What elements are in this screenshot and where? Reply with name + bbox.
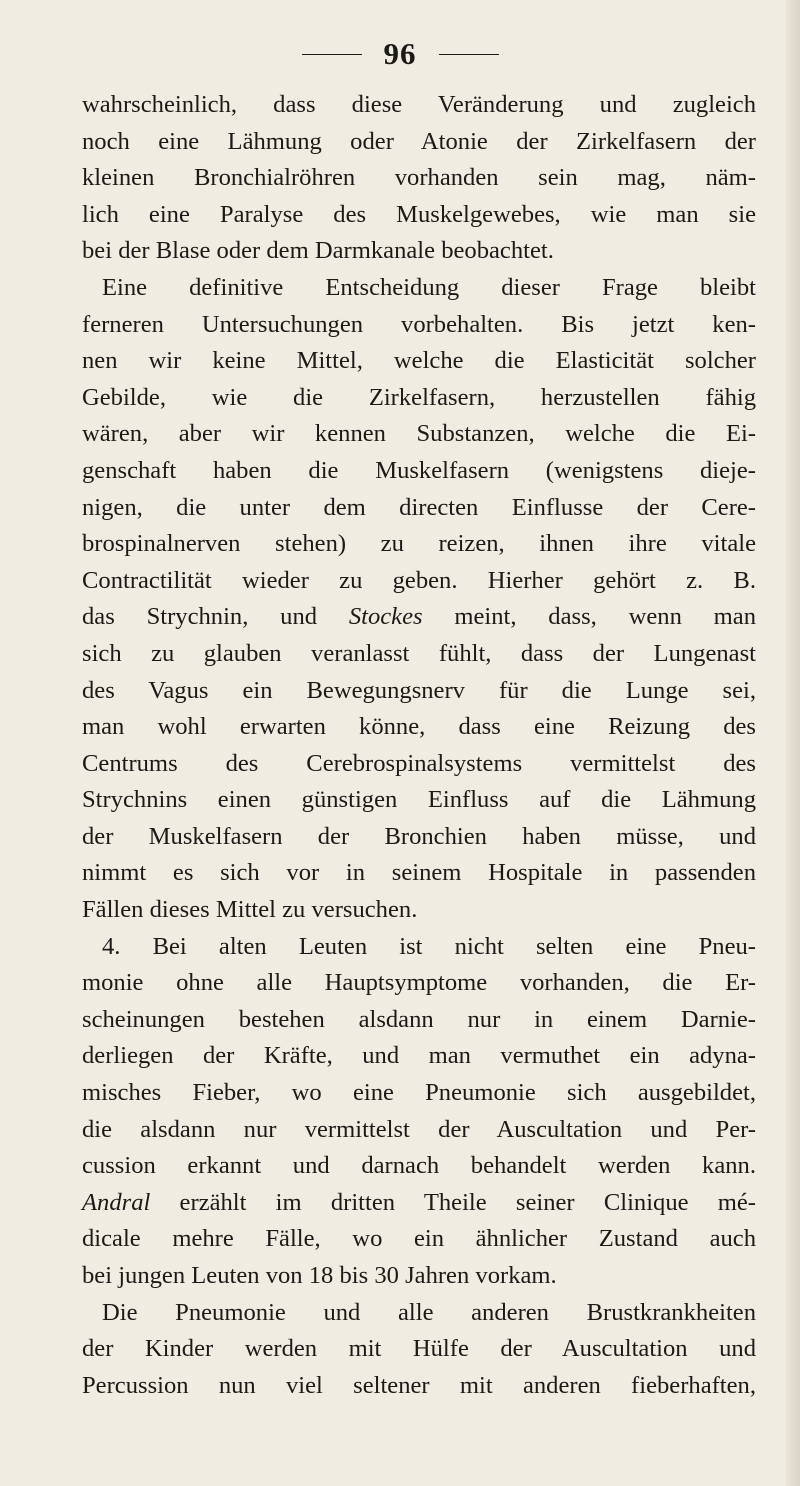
text-line: sich zu glauben veranlasst fühlt, dass der Lungenast [82, 639, 756, 667]
text-line: nimmt es sich vor in seinem Hospitale in passenden [82, 859, 756, 887]
text-line: Fällen dieses Mittel zu versuchen. [82, 896, 418, 924]
text-line: lich eine Paralyse des Muskelgewebes, wie man sie [82, 200, 756, 228]
text-line: des Vagus ein Bewegungsnerv für die Lunge sei, [82, 676, 756, 704]
text-run: meint, dass, wenn man [422, 603, 756, 631]
text-line: misches Fieber, wo eine Pneumonie sich ausgebildet, [82, 1079, 756, 1107]
header-rule-left [302, 54, 362, 55]
text-line: derliegen der Kräfte, und man vermuthet ein adyna- [82, 1042, 756, 1070]
body-text [82, 87, 756, 1404]
page-header [0, 34, 800, 74]
text-run: das Strychnin, und [82, 603, 349, 631]
text-line-with-italic [82, 599, 756, 636]
page-number: 96 [383, 36, 417, 71]
text-line: kleinen Bronchialröhren vorhanden sein mag, näm- [82, 164, 756, 192]
text-line: ferneren Untersuchungen vorbehalten. Bis jetzt ken- [82, 310, 756, 338]
text-line: der Kinder werden mit Hülfe der Auscultation und [82, 1335, 756, 1363]
header-rule-right [439, 54, 499, 55]
text-line: nigen, die unter dem directen Einflusse der Cere- [82, 493, 756, 521]
text-line: genschaft haben die Muskelfasern (wenigstens dieje- [82, 456, 756, 484]
text-line: Die Pneumonie und alle anderen Brustkrankheiten [102, 1298, 756, 1326]
text-line: monie ohne alle Hauptsymptome vorhanden, die Er- [82, 969, 756, 997]
text-line: cussion erkannt und darnach behandelt werden kann. [82, 1152, 756, 1180]
text-line: scheinungen bestehen alsdann nur in einem Darnie- [82, 1005, 756, 1033]
text-line: man wohl erwarten könne, dass eine Reizung des [82, 713, 756, 741]
text-line: Centrums des Cerebrospinalsystems vermittelst des [82, 749, 756, 777]
text-line: dicale mehre Fälle, wo ein ähnlicher Zustand auch [82, 1225, 756, 1253]
text-line: bei der Blase oder dem Darmkanale beobachtet. [82, 237, 554, 265]
text-line: nen wir keine Mittel, welche die Elasticität solcher [82, 347, 756, 375]
text-line: der Muskelfasern der Bronchien haben müsse, und [82, 822, 756, 850]
text-line: Contractilität wieder zu geben. Hierher gehört z. B. [82, 566, 756, 594]
text-line: Gebilde, wie die Zirkelfasern, herzustellen fähig [82, 383, 756, 411]
text-line: bei jungen Leuten von 18 bis 30 Jahren vorkam. [82, 1262, 557, 1289]
text-line: die alsdann nur vermittelst der Auscultation und Per- [82, 1115, 756, 1143]
text-line: wären, aber wir kennen Substanzen, welche die Ei- [82, 420, 756, 448]
cited-author-stockes: Stockes [348, 603, 423, 631]
text-line-with-italic [82, 1185, 756, 1222]
text-run: erzählt im dritten Theile seiner Clinique mé- [150, 1188, 756, 1216]
text-line: noch eine Lähmung oder Atonie der Zirkelfasern der [82, 127, 756, 155]
text-line: Strychnins einen günstigen Einfluss auf die Lähmung [82, 786, 756, 814]
page-edge-shadow [786, 0, 800, 1486]
text-line: 4. Bei alten Leuten ist nicht selten eine Pneu- [102, 932, 756, 960]
text-line: wahrscheinlich, dass diese Veränderung und zugleich [82, 91, 756, 118]
cited-author-andral: Andral [82, 1188, 151, 1216]
text-line: Eine definitive Entscheidung dieser Frage bleibt [102, 273, 756, 301]
text-line: brospinalnerven stehen) zu reizen, ihnen ihre vitale [82, 530, 756, 558]
text-line: Percussion nun viel seltener mit anderen fieberhaften, [82, 1371, 756, 1399]
